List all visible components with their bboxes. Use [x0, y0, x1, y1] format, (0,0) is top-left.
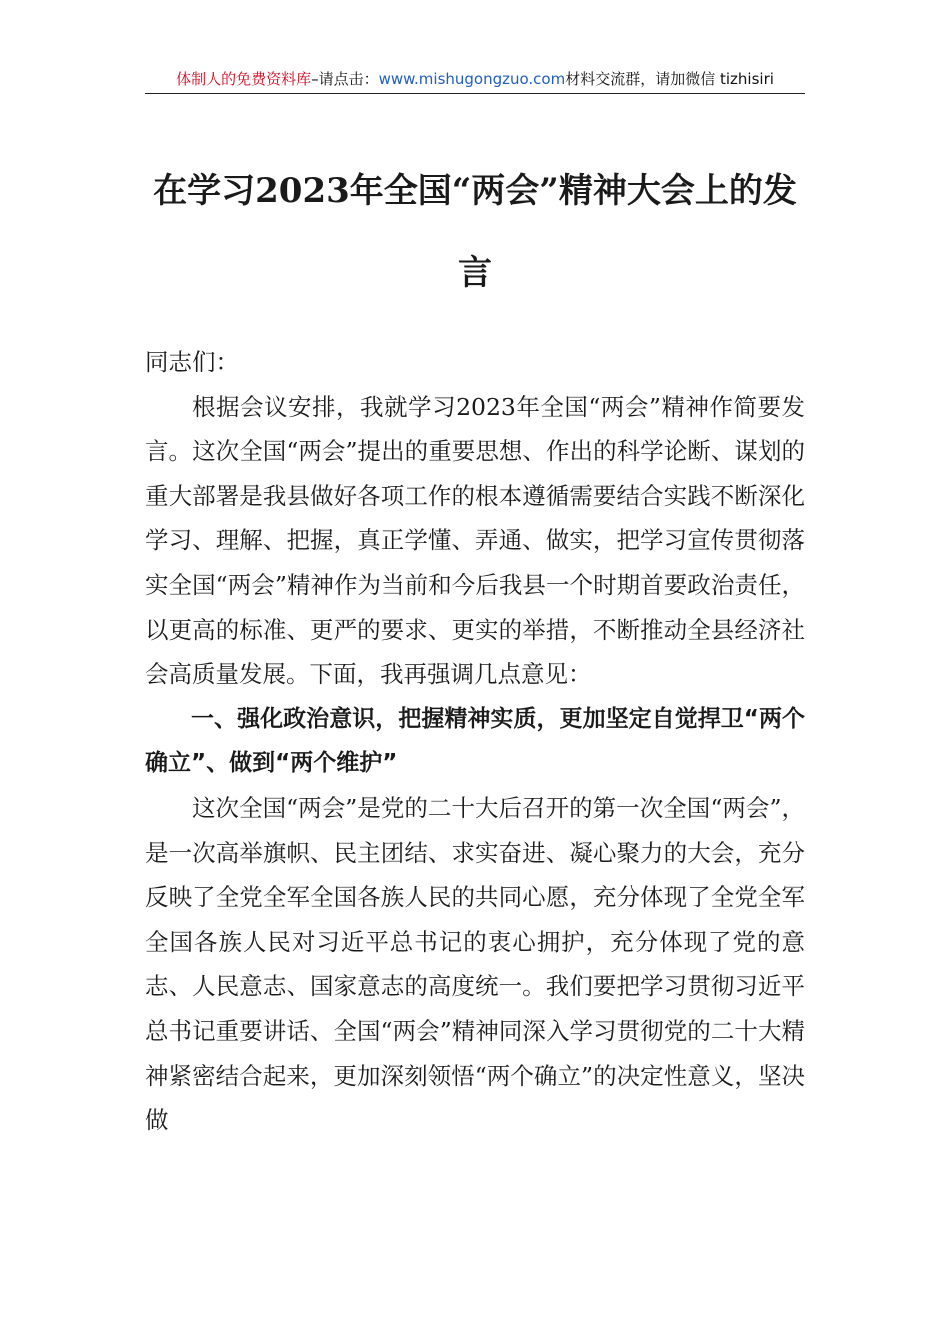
section-heading-1: 一、强化政治意识，把握精神实质，更加坚定自觉捍卫“两个确立”、做到“两个维护” — [145, 705, 805, 777]
document-title: 在学习2023年全国“两会”精神大会上的发言 — [153, 171, 797, 293]
header-note: 材料交流群，请加微信 tizhisiri — [565, 70, 774, 88]
header-url-link[interactable]: www.mishugongzuo.com — [378, 70, 566, 88]
paragraph-section-1: 这次全国“两会”是党的二十大后召开的第一次全国“两会”，是一次高举旗帜、民主团结、求实奋进、凝心聚力的大会，充分反映了全党全军全国各族人民的共同心愿，充分体现了全党全军全国各族人民对习近平总书记的衷心拥护，充分体现了党的意志、人民意志、国家意志的高度统一。我们要把学习贯彻习近平总书记重要讲话、全国“两会”精神同深入学习贯彻党的二十大精神紧密结合起来，更加深刻领悟“两个确立”的决定性意义，坚决做 — [145, 793, 805, 1135]
header-brand: 体制人的免费资料库 — [176, 70, 312, 88]
header-prompt: –请点击： — [311, 70, 379, 88]
salutation: 同志们： — [145, 348, 239, 376]
document-body — [145, 340, 805, 1143]
paragraph-intro: 根据会议安排，我就学习2023年全国“两会”精神作简要发言。这次全国“两会”提出的重要思想、作出的科学论断、谋划的重大部署是我县做好各项工作的根本遵循需要结合实践不断深化学习、理解、把握，真正学懂、弄通、做实，把学习宣传贯彻落实全国“两会”精神作为当前和今后我县一个时期首要政治责任，以更高的标准、更严的要求、更实的举措，不断推动全县经济社会高质量发展。下面，我再强调几点意见： — [145, 392, 805, 689]
page-header — [145, 68, 805, 94]
